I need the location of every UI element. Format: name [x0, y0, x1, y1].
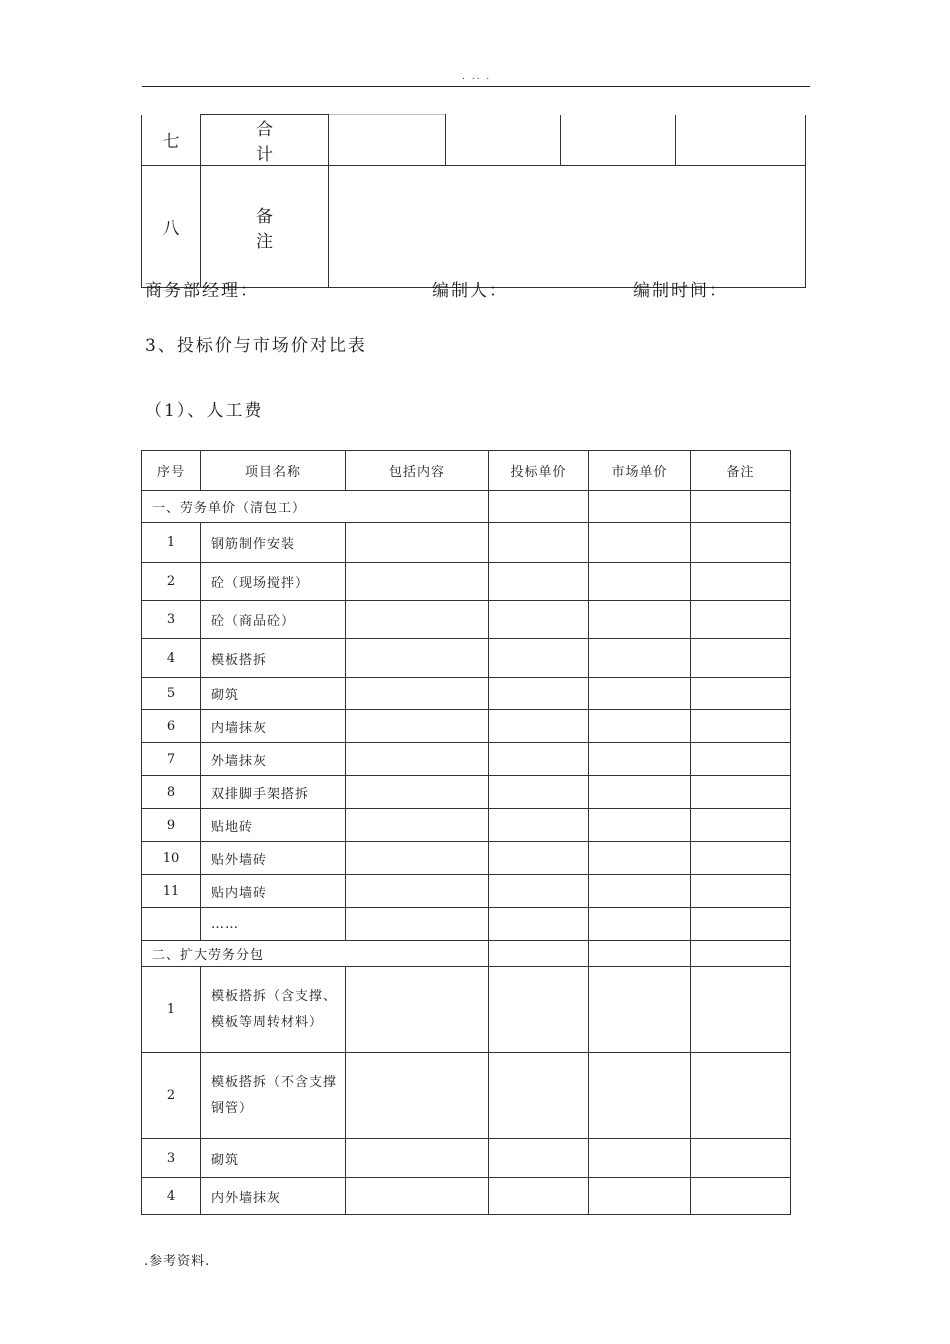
row-number: 七	[142, 115, 201, 166]
item-name: 外墙抹灰	[201, 743, 346, 776]
row-label-total: 合 计	[201, 115, 329, 166]
item-name: 贴内墙砖	[201, 875, 346, 908]
table-row	[142, 523, 791, 563]
item-name: 砼（商品砼）	[201, 601, 346, 639]
table-header-row	[142, 451, 791, 491]
row-number: 3	[142, 1139, 201, 1178]
total-cell	[561, 115, 676, 166]
row-number: 9	[142, 809, 201, 842]
table-row	[142, 809, 791, 842]
labor-cost-table	[141, 450, 791, 1215]
section-title: 3、投标价与市场价对比表	[145, 336, 367, 356]
summary-row-total	[142, 115, 806, 166]
row-number: 2	[142, 563, 201, 601]
header-cell: 包括内容	[346, 451, 489, 491]
table-row	[142, 563, 791, 601]
item-name: 内墙抹灰	[201, 710, 346, 743]
section-label-1: 一、劳务单价（清包工）	[142, 491, 489, 523]
item-name: ……	[201, 908, 346, 941]
table-row	[142, 842, 791, 875]
item-name: 贴地砖	[201, 809, 346, 842]
item-name: 双排脚手架搭拆	[201, 776, 346, 809]
remarks-cell	[329, 166, 806, 288]
header-dots: . .. .	[462, 72, 492, 82]
table-row	[142, 678, 791, 710]
table-cell	[691, 491, 791, 523]
compile-time-label: 编制时间：	[633, 281, 728, 301]
table-row	[142, 776, 791, 809]
compiler-signature-label: 编制人：	[432, 281, 508, 301]
row-number: 4	[142, 639, 201, 678]
header-cell: 备注	[691, 451, 791, 491]
header-cell: 市场单价	[589, 451, 691, 491]
table-row	[142, 1053, 791, 1139]
table-row	[142, 875, 791, 908]
item-name: 砌筑	[201, 1139, 346, 1178]
table-cell	[489, 491, 589, 523]
row-number: 4	[142, 1178, 201, 1215]
header-cell: 项目名称	[201, 451, 346, 491]
total-cell	[446, 115, 561, 166]
total-cell	[329, 115, 446, 166]
row-number: 八	[142, 166, 201, 288]
row-number: 6	[142, 710, 201, 743]
row-number	[142, 908, 201, 941]
sub-title: （1）、人工费	[145, 401, 264, 421]
section-row	[142, 941, 791, 967]
summary-row-remarks	[142, 166, 806, 288]
item-name: 模板搭拆（不含支撑钢管）	[201, 1053, 346, 1139]
item-name: 模板搭拆	[201, 639, 346, 678]
table-cell	[589, 941, 691, 967]
row-number: 2	[142, 1053, 201, 1139]
item-name: 砼（现场搅拌）	[201, 563, 346, 601]
row-number: 8	[142, 776, 201, 809]
item-name: 模板搭拆（含支撑、模板等周转材料）	[201, 967, 346, 1053]
row-number: 7	[142, 743, 201, 776]
summary-table	[141, 114, 806, 288]
row-number: 1	[142, 523, 201, 563]
item-name: 砌筑	[201, 678, 346, 710]
table-cell	[589, 491, 691, 523]
row-label-remarks: 备 注	[201, 166, 329, 288]
row-number: 10	[142, 842, 201, 875]
table-cell	[489, 941, 589, 967]
table-row	[142, 710, 791, 743]
footer-note: .参考资料.	[144, 1254, 211, 1269]
table-row	[142, 1178, 791, 1215]
header-cell: 投标单价	[489, 451, 589, 491]
row-number: 1	[142, 967, 201, 1053]
table-row	[142, 743, 791, 776]
item-name: 内外墙抹灰	[201, 1178, 346, 1215]
row-number: 11	[142, 875, 201, 908]
item-name: 钢筋制作安装	[201, 523, 346, 563]
header-cell: 序号	[142, 451, 201, 491]
header-rule	[142, 86, 810, 87]
item-name: 贴外墙砖	[201, 842, 346, 875]
total-cell	[676, 115, 806, 166]
section-label-2: 二、扩大劳务分包	[142, 941, 489, 967]
manager-signature-label: 商务部经理：	[145, 281, 259, 301]
table-row	[142, 601, 791, 639]
row-number: 3	[142, 601, 201, 639]
table-cell	[691, 941, 791, 967]
row-number: 5	[142, 678, 201, 710]
table-row	[142, 908, 791, 941]
table-row	[142, 1139, 791, 1178]
table-row	[142, 967, 791, 1053]
table-row	[142, 639, 791, 678]
section-row	[142, 491, 791, 523]
